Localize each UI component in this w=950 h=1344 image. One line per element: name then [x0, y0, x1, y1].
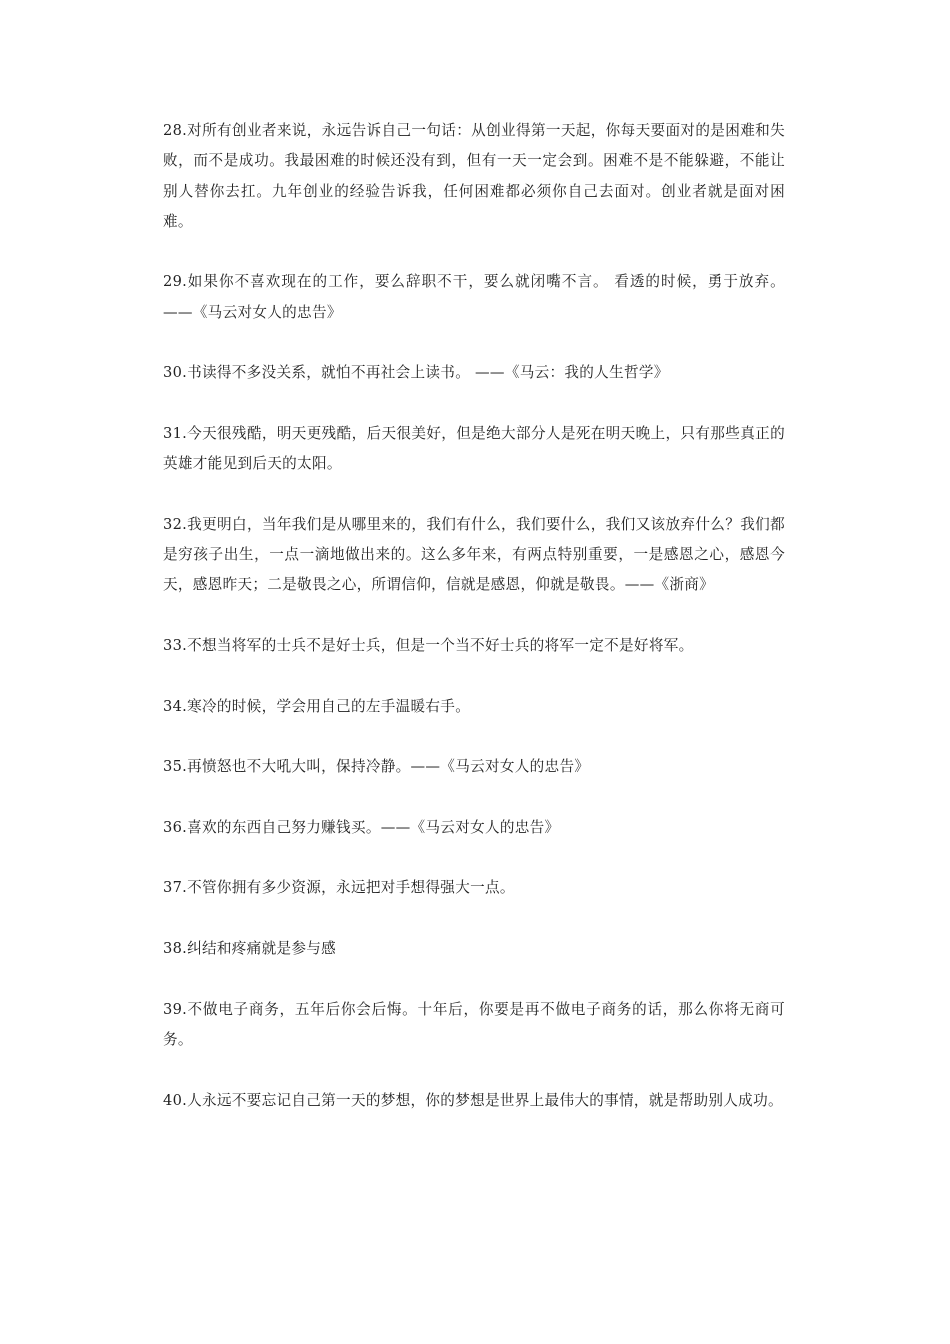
quote-35: 35.再愤怒也不大吼大叫，保持冷静。——《马云对女人的忠告》	[163, 758, 590, 776]
document-body	[163, 116, 785, 1146]
quote-34: 34.寒冷的时候，学会用自己的左手温暖右手。	[163, 697, 471, 715]
quote-39: 39.不做电子商务，五年后你会后悔。十年后，你要是再不做电子商务的话，那么你将无商可务。	[163, 1000, 785, 1048]
quote-30: 30.书读得不多没关系，就怕不再社会上读书。 ——《马云：我的人生哲学》	[163, 364, 669, 382]
quote-37: 37.不管你拥有多少资源，永远把对手想得强大一点。	[163, 879, 515, 897]
quote-40: 40.人永远不要忘记自己第一天的梦想，你的梦想是世界上最伟大的事情，就是帮助别人成功。	[163, 1091, 783, 1109]
quote-31: 31.今天很残酷，明天更残酷，后天很美好，但是绝大部分人是死在明天晚上，只有那些真正的英雄才能见到后天的太阳。	[163, 424, 785, 473]
quote-33: 33.不想当将军的士兵不是好士兵，但是一个当不好士兵的将军一定不是好将军。	[163, 637, 694, 655]
quote-38: 38.纠结和疼痛就是参与感	[163, 940, 337, 958]
quote-36: 36.喜欢的东西自己努力赚钱买。——《马云对女人的忠告》	[163, 818, 560, 836]
quote-28: 28.对所有创业者来说，永远告诉自己一句话：从创业得第一天起，你每天要面对的是困难和失败，而不是成功。我最困难的时候还没有到，但有一天一定会到。困难不是不能躲避，不能让别人替你去扛。九年创业的经验告诉我，任何困难都必须你自己去面对。创业者就是面对困难。	[163, 122, 785, 230]
quote-29: 29.如果你不喜欢现在的工作，要么辞职不干，要么就闭嘴不言。 看透的时候，勇于放弃。——《马云对女人的忠告》	[163, 273, 785, 321]
quote-32: 32.我更明白，当年我们是从哪里来的，我们有什么，我们要什么，我们又该放弃什么？我们都是穷孩子出生，一点一滴地做出来的。这么多年来，有两点特别重要，一是感恩之心，感恩今天，感恩昨天；二是敬畏之心，所谓信仰，信就是感恩，仰就是敬畏。——《浙商》	[163, 515, 785, 594]
